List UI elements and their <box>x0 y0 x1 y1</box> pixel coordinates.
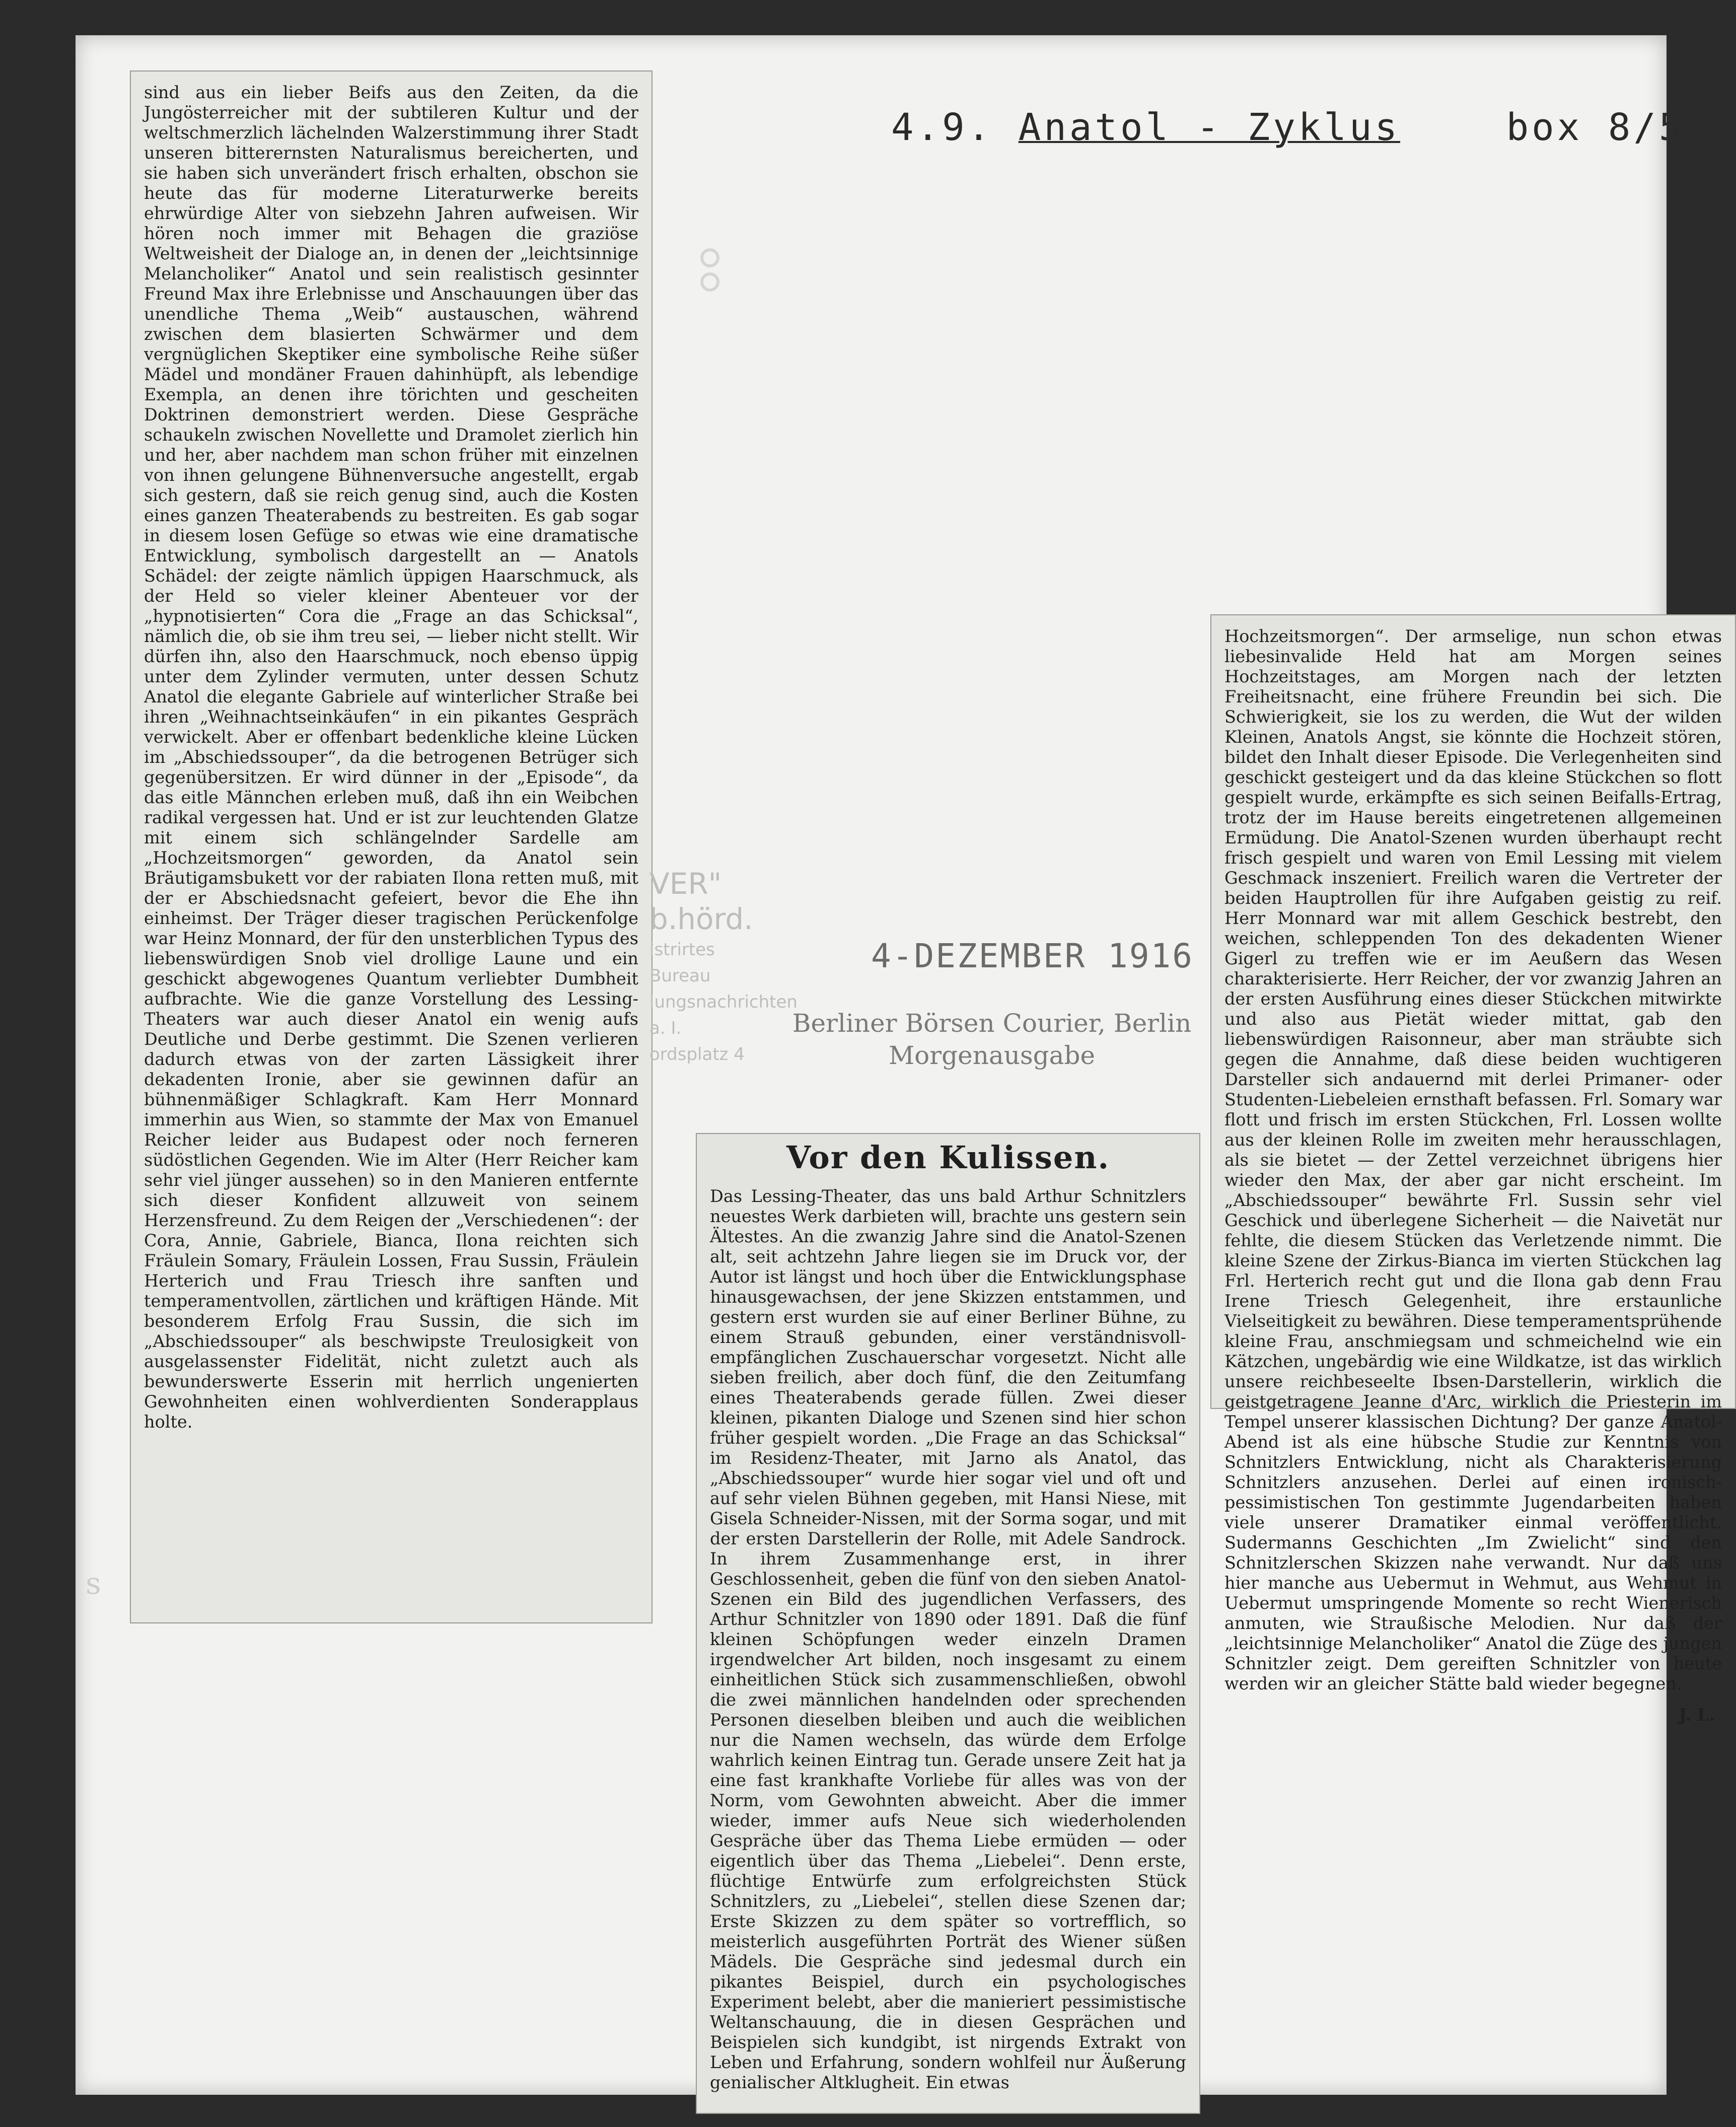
date-stamp: 4-DEZEMBER 1916 <box>871 937 1194 975</box>
faint-stamp-line: ordsplatz 4 <box>649 1044 745 1065</box>
clipping-right-column <box>1210 614 1736 1725</box>
faint-stamp-line: a. I. <box>649 1018 682 1038</box>
faint-stamp-line: b.hörd. <box>649 902 753 936</box>
archive-box: box 8/5 <box>1506 106 1685 149</box>
clipping-left-column <box>130 70 653 1623</box>
punch-hole-marks <box>695 247 725 295</box>
source-stamp <box>785 1007 1198 1072</box>
faint-stamp-line: lungsnachrichten <box>649 992 798 1012</box>
article-signature: J. L. <box>1679 1705 1715 1725</box>
article-title: Vor den Kulissen. <box>786 1139 1110 1176</box>
faint-stamp-line: Bureau <box>649 966 711 986</box>
faint-stamp-line: VER" <box>649 867 722 901</box>
clipping-middle-text: Das Lessing-Theater, das uns bald Arthur Schnitzlers neuestes Werk darbieten will, brachte uns gestern sein Ältestes. An die zwanzig Jahre sind die Anatol-Szenen alt, seit achtzehn Jahre liegen sie im Druck vor, der Autor ist längst und hoch über die Entwicklungsphase hinausgewachsen, der jene Skizzen entstammen, und gestern erst wurden sie auf einer Berliner Bühne, zu einem Strauß gebunden, einer verständnisvoll-empfänglichen Zuschauerschar vorgesetzt. Nicht alle sieben freilich, aber doch fünf, die den Zeitumfang eines Theaterabends gerade füllen. Zwei dieser kleinen, pikanten Dialoge und Szenen sind hier schon früher gespielt worden. „Die Frage an das Schicksal“ im Residenz-Theater, mit Jarno als Anatol, das „Abschiedssouper“ wurde hier sogar viel und oft und auf sehr vielen Bühnen gegeben, mit Hansi Niese, mit Gisela Schneider-Nissen, mit der Sorma sogar, und mit der ersten Darstellerin der Rolle, mit Adele Sandrock. In ihrem Zusammenhange erst, in ihrer Geschlossenheit, geben die fünf von den sieben Anatol-Szenen ein Bild des jugendlichen Verfassers, des Arthur Schnitzler von 1890 oder 1891. Daß die fünf kleinen Schöpfungen weder einzeln Dramen irgendwelcher Art bilden, noch insgesamt zu einem einheitlichen Stück sich zusammenschließen, obwohl die zwei männlichen handelnden oder sprechenden Personen dieselben bleiben und auch die weiblichen nur die Namen wechseln, das würde dem Erfolge wahrlich keinen Eintrag tun. Gerade unsere Zeit hat ja eine fast krankhafte Vorliebe für alles was von der Norm, vom Gewohnten abweicht. Aber die immer wieder, immer aufs Neue sich wiederholenden Gespräche über das Thema Liebe ermüden — oder eigentlich über das Thema „Liebelei“. Denn erste, flüchtige Entwürfe zum erfolgreichsten Stück Schnitzlers, zu „Liebelei“, stellen diese Szenen dar; Erste Skizzen zu dem später so vortrefflich, so meisterlich ausgeführten Porträt des Wiener süßen Mädels. Die Gespräche sind jedesmal durch ein pikantes Beispiel, durch ein psychologisches Experiment belebt, aber die manieriert pessimistische Weltanschauung, die in diesen Gesprächen und Beispielen sich kundgibt, ist nirgends Extrakt von Leben und Erfahrung, sondern wohlfeil nur Äußerung genialischer Altklugheit. Ein etwas <box>710 1186 1186 2092</box>
clipping-left-text: sind aus ein lieber Beifs aus den Zeiten, da die Jungösterreicher mit der subtileren Kultur und der weltschmerzlich lächelnden Walzerstimmung ihrer Stadt unseren bitterernsten Naturalismus bereicherten, und sie haben sich unverändert frisch erhalten, obschon sie heute das für moderne Literaturwerke bereits ehrwürdige Alter von siebzehn Jahren aufweisen. Wir hören noch immer mit Behagen die graziöse Weltweisheit der Dialoge an, in denen der „leichtsinnige Melancholiker“ Anatol und sein realistisch gesinnter Freund Max ihre Erlebnisse und Anschauungen über das unendliche Thema „Weib“ austauschen, während zwischen dem blasierten Schwärmer und dem vergnüglichen Skeptiker eine symbolische Reihe süßer Mädel und mondäner Frauen dahinhüpft, als lebendige Exempla, an denen ihre törichten und gescheiten Doktrinen demonstriert werden. Diese Gespräche schaukeln zwischen Novellette und Dramolet zierlich hin und her, aber nachdem man schon früher mit einzelnen von ihnen gelungene Bühnenversuche angestellt, ergab sich gestern, daß sie reich genug sind, auch die Kosten eines ganzen Theaterabends zu bestreiten. Es gab sogar in diesem losen Gefüge so etwas wie eine dramatische Entwicklung, symbolisch dargestellt an — Anatols Schädel: der zeigte nämlich üppigen Haarschmuck, als der Held so vieler kleiner Abenteuer vor der „hypnotisierten“ Cora die „Frage an das Schicksal“, nämlich die, ob sie ihm treu sei, — lieber nicht stellt. Wir dürfen ihn, also den Haarschmuck, noch ebenso üppig unter dem Zylinder vermuten, unter dessen Schutz Anatol die elegante Gabriele auf winterlicher Straße bei ihren „Weihnachtseinkäufen“ in ein pikantes Gespräch verwickelt. Aber er offenbart bedenkliche kleine Lücken im „Abschiedssouper“, da die betrogenen Betrüger sich gegenübersitzen. Er wird dünner in der „Episode“, da das eitle Männchen erleben muß, daß ihn ein Weibchen radikal vergessen hat. Und er ist zur leuchtenden Glatze mit einem sich schlängelnder Sardelle am „Hochzeitsmorgen“ geworden, da Anatol sein Bräutigamsbukett vor der rabiaten Ilona retten muß, mit der er Abschiedsnacht gefeiert, bevor die Ehe ihn einheimst. Der Träger dieser tragischen Perückenfolge war Heinz Monnard, der für den unsterblichen Typus des liebenswürdigen Snob viel drollige Laune und ein geschickt abgewogenes Quantum verliebter Dumbheit aufbrachte. Wie die ganze Vorstellung des Lessing-Theaters war auch dieser Anatol ein wenig aufs Deutliche und Derbe gestimmt. Die Szenen verlieren dadurch etwas von der zarten Lässigkeit ihrer dekadenten Ironie, aber sie gewinnen dafür an bühnenmäßiger Schlagkraft. Kam Herr Monnard immerhin aus Wien, so stammte der Max von Emanuel Reicher leider aus Budapest oder noch ferneren südöstlichen Gegenden. Wie im Alter (Herr Reicher kam sehr viel jünger aussehen) so in den Manieren entfernte sich dieser Konfident allzuweit von seinem Herzensfreund. Zu dem Reigen der „Verschiedenen“: der Cora, Annie, Gabriele, Bianca, Ilona reichten sich Fräulein Somary, Fräulein Lossen, Frau Sussin, Fräulein Herterich und Frau Triesch ihre sanften und temperamentvollen, zärtlichen und kräftigen Hände. Mit besonderem Erfolg Frau Sussin, die sich im „Abschiedssouper“ als beschwipste Treulosigkeit von ausgelassenster Fidelität, nicht zuletzt auch als bewunderswerte Esserin mit herrlich ungenierten Gewohnheiten einen wohlverdienten Sonderapplaus holte. <box>144 83 638 1432</box>
archive-label <box>891 106 1685 149</box>
archive-sheet <box>76 35 1722 2095</box>
faint-stamp-line: istrirtes <box>649 940 715 960</box>
archive-series: Anatol - Zyklus <box>1018 106 1401 149</box>
clipping-right-text: Hochzeitsmorgen“. Der armselige, nun schon etwas liebesinvalide Held hat am Morgen seines Hochzeitstages, am Morgen nach der letzten Freiheitsnacht, eine frühere Freundin bei sich. Die Schwierigkeit, sie los zu werden, die Wut der wilden Kleinen, Anatols Angst, sie könnte die Hochzeit stören, bildet den Inhalt dieser Episode. Die Verlegenheiten sind geschickt gesteigert und da das kleine Stückchen so flott gespielt wurde, erkämpfte es sich seinen Beifalls-Ertrag, trotz der im Hause bereits eingetretenen allgemeinen Ermüdung. Die Anatol-Szenen wurden überhaupt recht frisch gespielt und waren von Emil Lessing mit vielem Geschmack inszeniert. Freilich waren die Vertreter der beiden Hauptrollen für ihre Aufgaben geistig zu reif. Herr Monnard war mit allem Geschick bestrebt, den weichen, schleppenden Ton des dekadenten Wiener Gigerl zu treffen wie er im Aeußern das Wesen charakterisierte. Herr Reicher, der vor zwanzig Jahren an der ersten Ausführung eines dieser Stückchen mitwirkte und also aus Pietät wieder mittat, gab den liebenswürdigen Raisonneur, aber man sträubte sich gegen die Annahme, daß diese beiden wuchtigeren Darsteller sich andauernd mit derlei Primaner- oder Studenten-Liebeleien ernsthaft befassen. Frl. Somary war flott und frisch im ersten Stückchen, Frl. Lossen wollte aus der kleinen Rolle im zweiten mehr herausschlagen, als sie bietet — der Zettel verzeichnet übrigens hier wieder den Max, der aber gar nicht erscheint. Im „Abschiedssouper“ bewährte Frl. Sussin sehr viel Geschick und überlegene Sicherheit — die Naivetät nur fehlte, die diesem Stücken das Verletzende nimmt. Die kleine Szene der Zirkus-Bianca im vierten Stückchen lag Frl. Herterich recht gut und die Ilona gab denn Frau Irene Triesch Gelegenheit, ihre erstaunliche Vielseitigkeit zu bewähren. Diese temperamentsprühende kleine Frau, anschmiegsam und schmeichelnd wie ein Kätzchen, ungebärdig wie eine Wildkatze, ist das wirklich unsere reichbeseelte Ibsen-Darstellerin, wirklich die geistgetragene Jeanne d'Arc, wirklich die Priesterin im Tempel unserer klassischen Dichtung? Der ganze Anatol-Abend ist als eine hübsche Studie zur Kenntnis von Schnitzlers Entwicklung, nicht als Charakterisierung Schnitzlers anzusehen. Derlei auf einen ironisch-pessimistischen Ton gestimmte Jugendarbeiten haben viele unserer Dramatiker einmal veröffentlicht. Sudermanns Geschichten „Im Zwielicht“ sind den Schnitzlerschen Skizzen nahe verwandt. Nur daß uns hier manche aus Uebermut in Wehmut, aus Wehmut in Uebermut umspringende Momente so recht Wienerisch anmuten, wie Straußische Melodien. Nur daß der „leichtsinnige Melancholiker“ Anatol die Züge des jungen Schnitzler zeigt. Dem gereiften Schnitzler von heute werden wir an gleicher Stätte bald wieder begegnen. <box>1224 626 1722 1693</box>
margin-mark: s <box>86 1566 101 1601</box>
clipping-middle-column <box>696 1133 1200 2114</box>
archive-code: 4.9. <box>891 106 993 149</box>
source-newspaper: Berliner Börsen Courier, Berlin <box>792 1009 1192 1038</box>
source-edition: Morgenausgabe <box>888 1041 1096 1070</box>
faint-press-stamp <box>649 866 798 1068</box>
